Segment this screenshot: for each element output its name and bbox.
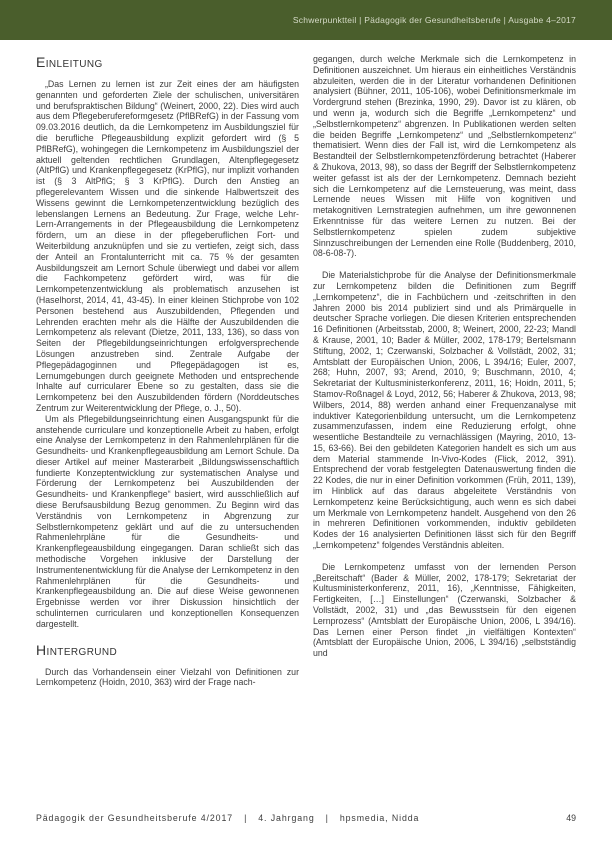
page-footer xyxy=(36,813,576,823)
footer-volume: 4. Jahrgang xyxy=(258,813,315,823)
section-heading-einleitung: Einleitung xyxy=(36,54,103,70)
right-column xyxy=(313,54,576,659)
footer-journal-title: Pädagogik der Gesundheitsberufe 4/2017 xyxy=(36,813,234,823)
footer-page-number: 49 xyxy=(566,813,576,823)
paragraph-materialstichprobe: Die Materialstichprobe für die Analyse der Definitionsmerkmale zur Lernkompetenz bilden die Definitionen zum Begriff „Lernkompetenz“, die in Fachbüchern und -zeitschriften in den Jahren 2000 bis 2014 publiziert sind und als Primärquelle in deutscher Sprache vorliegen. Die diesen Kriterien entsprechenden 16 Definitionen (Arbeitsstab, 2000, 8; Weinert, 2000, 22-23; Mandl & Krause, 2001, 10; Bader & Müller, 2002, 178-179; Bertelsmann Stiftung, 2002, 1; Czerwanski, Solzbacher & Vollstädt, 2002, 31; Amtsblatt der Europäischen Union, 2006, L 394/16; Euler, 2007, 268; Huhn, 2007, 93; Arend, 2010, 9; Buschmann, 2010, 4; Sekretariat der Kultusministerkonferenz, 2011, 16; Hoidn, 2011, 5; Stamov-Roßnagel & Loyd, 2012, 56; Haberer & Zhukova, 2013, 98; Wilbers, 2014, 88) werden anhand einer Frequenzanalyse mit induktiver Kategorienbildung untersucht, um die Lernkompetenz zusammenzufassen, indem eine Reduzierung erfolgt, ohne wesentliche Bestandteile zu vernachlässigen (Mayring, 2010, 13-15, 63-66). Bei den gebildeten Kategorien handelt es sich um aus dem Material stammende In-Vivo-Kodes (Flick, 2012, 391). Entsprechend der vorab festgelegten Datenauswertung finden die 22 Kodes, die nur in einer Definition vorkommen (Früh, 2011, 139), im Hinblick auf das daraus abgeleitete Verständnis von Lernkompetenz keine Berücksichtigung, auch wenn es sich dabei um Merkmale von Lernkompetenz handelt. Ausgehend von den 26 in mehreren Definitionen vorkommenden, induktiv gebildeten Kodes der 16 analysierten Definitionen lässt sich für den Begriff „Lernkompetenz“ folgendes Verständnis ableiten. xyxy=(313,270,576,551)
footer-publisher: hpsmedia, Nidda xyxy=(339,813,420,823)
header-title: Schwerpunktteil | Pädagogik der Gesundheitsberufe | Ausgabe 4–2017 xyxy=(292,15,576,25)
paragraph-hintergrund-1: Durch das Vorhandensein einer Vielzahl von Definitionen zur Lernkompetenz (Hoidn, 2010, 363) wird der Frage nach- xyxy=(36,666,299,688)
paragraph-einleitung-2: Um als Pflegebildungseinrichtung einen Ausgangspunkt für die anstehende curriculare und konzeptionelle Arbeit zu haben, erfolgt eine Analyse der Lernkompetenz in den Rahmenlehrplänen für die Gesundheits- und Krankenpflegeausbildung am Lernort Schule. Da dieser Artikel auf meiner Masterarbeit „Bildungswissenschaftlich fundierte Konzeptentwicklung zur systematischen Analyse und Förderung der Lernkompetenz bei Auszubildenden der Gesundheits- und Krankenpflege“ basiert, wird ausschließlich auf diese Berufsausbildung Bezug genommen. Zu Beginn wird das Verständnis von Lernkompetenz in Abgrenzung zur Selbstlernkompetenz geklärt und auf die zu untersuchenden Rahmenlehrpläne für die Gesundheits- und Krankenpflegeausbildung eingegangen. Daran schließt sich das methodische Vorgehen inklusive der Darstellung der Instrumentenentwicklung für die Analyse der Lernkompetenz in den Rahmenlehrplänen für die Gesundheits- und Krankenpflegeausbildung an. Die auf diese Weise gewonnenen Ergebnisse werden vor ihrer Diskussion hinsichtlich der schulinternen curricularen und konzeptionellen Konsequenzen dargestellt. xyxy=(36,413,299,629)
footer-separator: | xyxy=(244,813,248,823)
paragraph-hintergrund-continued: gegangen, durch welche Merkmale sich die Lernkompetenz in Definitionen auszeichnet. Um hieraus ein einheitliches Verständnis abzuleiten, werden die in der Literatur vorhandenen Definitionen analysiert (Bühner, 2011, 105-106), wobei Definitionsmerkmale im Vordergrund stehen (Brezinka, 1990, 29). Davor ist zu klären, ob und wenn ja, wodurch sich die Begriffe „Lernkompetenz“ und „Selbstlernkompetenz“ abgrenzen. In Publikationen werden selten die beiden Begriffe „Lernkompetenz“ und „Selbstlernkompetenz“ thematisiert. Wenn dies der Fall ist, wird die Lernkompetenz als Bestandteil der Selbstlernkompetenzförderung betrachtet (Haberer & Zhukova, 2013, 98), so dass der Begriff der Selbstlernkompetenz weiter gefasst ist als der der Lernkompetenz. Demnach bezieht sich die Lernkompetenz auf die Lernsteuerung, was meint, dass Lernende neues Wissen mit Hilfe von kognitiven und metakognitiven Lernstrategien aufnehmen, um ihre gewonnenen Erkenntnisse für das weitere Lernen zu nutzen. Bei der Selbstlernkompetenz spielen zudem subjektive Sinnzuschreibungen der Lernenden eine Rolle (Buddenberg, 2010, 08-6-08-7). xyxy=(313,54,576,259)
paragraph-einleitung-1: „Das Lernen zu lernen ist zur Zeit eines der am häufigsten genannten und geforderten Ziele der schulischen, universitären und berufspraktischen Bildung“ (Weinert, 2000, 22). Dies wird auch aus dem Pflegeberufereformgesetz (PflBRefG) in der Fassung vom 09.03.2016 deutlich, da die Lernkompetenz im Ausbildungsziel für die berufliche Pflegeausbildung explizit gefordert wird (§ 5 PflBRefG), wohingegen die Lernkompetenz im Ausbildungsziel der aktuell geltenden rechtlichen Grundlagen, Altenpflegegesetz (AltPflG) und Krankenpflegegesetz (KrPflG), nur implizit vorhanden ist (§ 3 AltPflG; § 3 KrPflG). Durch den Anstieg an pflegerelevantem Wissen und die sinkende Halbwertszeit des Wissens gewinnt die Lernkompetenzentwicklung bezüglich des lebenslangen Lernens an Bedeutung. Zur Frage, welche Lehr-Lern-Arrangements in der Pflegeausbildung die Lernkompetenz fördern, um an diese in der pflegeberuflichen Fort- und Weiterbildung anzuknüpfen und sie zu vertiefen, zeigt sich, dass der Anteil an Frontalunterricht mit ca. 75 % der gesamten Ausbildungszeit am Lernort Schule überwiegt und dabei vor allem die Fachkompetenz gefördert wird, was für die Lernkompetenzentwicklung als problematisch anzusehen ist (Haselhorst, 2014, 41, 43-45). In einer kleinen Stichprobe von 102 Personen bestehend aus Auszubildenden, Pflegenden und Lehrenden erachten mehr als die Hälfte der Auszubildenden die Lernkompetenz als relevant (Dietze, 2011, 133, 136), so dass von Seiten der Pflegebildungseinrichtungen erfolgversprechende Lösungen anzustreben sind. Zentrale Aufgabe der Pflegepädagoginnen und Pflegepädagogen ist es, Lernumgebungen durch geeignete Methoden und entsprechende Inhalte auf curricularer Ebene so zu gestalten, dass sie die Lernkompetenz bei den Auszubildenden fördern (Norddeutsches Zentrum zur Weiterentwicklung der Pflege, o. J., 50). xyxy=(36,79,299,413)
paragraph-lernkompetenz-verstaendnis: Die Lernkompetenz umfasst von der lernenden Person „Bereitschaft“ (Bader & Müller, 2002, 178-179; Sekretariat der Kultusministerkonferenz, 2011, 16), „Kenntnisse, Fähigkeiten, Fertigkeiten, […] Einstellungen“ (Czerwanski, Solzbacher & Vollstädt, 2002, 31) und „das Bewusstsein für den eigenen Lernprozess“ (Amtsblatt der Europäische Union, 2006, L 394/16). Das Lernen einer Person findet „in vielfältigen Kontexten“ (Amtsblatt der Europäische Union, 2006, L 394/16) „selbstständig und xyxy=(313,561,576,659)
footer-separator: | xyxy=(325,813,329,823)
header-band xyxy=(0,0,612,40)
section-heading-hintergrund: Hintergrund xyxy=(36,641,118,658)
left-column xyxy=(36,54,299,688)
